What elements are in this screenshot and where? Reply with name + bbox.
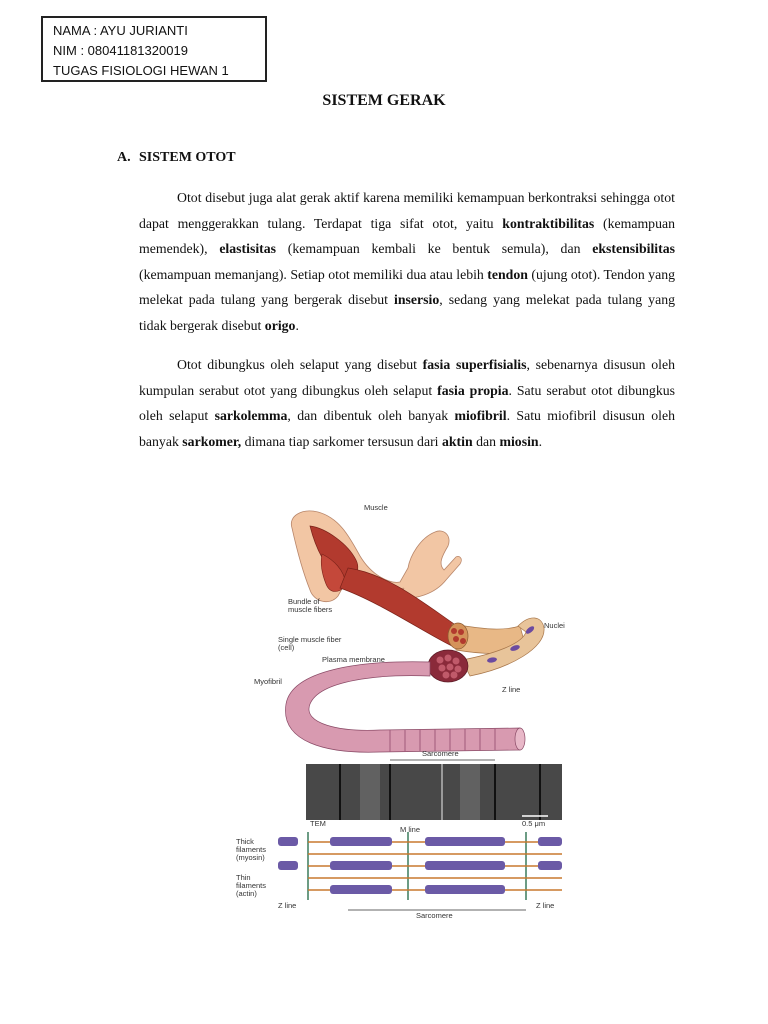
label-nuclei: Nuclei bbox=[544, 621, 565, 630]
text: (kemampuan memanjang). Setiap otot memiliki dua atau lebih bbox=[139, 266, 488, 282]
label-sarcomere: Sarcomere bbox=[422, 749, 459, 758]
label-single-fiber-1: Single muscle fiber bbox=[278, 635, 342, 644]
label-muscle: Muscle bbox=[364, 503, 388, 512]
text: dan bbox=[472, 433, 500, 449]
section-heading bbox=[117, 150, 236, 166]
section-label: SISTEM OTOT bbox=[139, 150, 236, 165]
label-scale: 0.5 μm bbox=[522, 819, 546, 828]
label-plasma-membrane: Plasma membrane bbox=[322, 655, 385, 664]
text: Otot disebut juga alat gerak aktif karena memiliki kemampuan berkontraksi sehingga otot dapat menggerakkan tulang. Terdapat tiga sifat otot, yaitu bbox=[139, 190, 675, 231]
myofibril bbox=[285, 662, 520, 752]
term-fasia-superfisialis: fasia superfisialis bbox=[422, 357, 527, 372]
task-name: TUGAS FISIOLOGI HEWAN 1 bbox=[53, 63, 229, 78]
section-number: A. bbox=[117, 150, 131, 165]
text: Otot dibungkus oleh selaput yang disebut bbox=[177, 357, 423, 372]
paragraph-2 bbox=[139, 352, 675, 454]
text: , dan dibentuk oleh banyak bbox=[287, 408, 455, 424]
term-origo: origo bbox=[264, 317, 296, 333]
term-miofibril: miofibril bbox=[454, 408, 507, 424]
label-z-line: Z line bbox=[502, 685, 521, 694]
term-kontraktibilitas: kontraktibilitas bbox=[502, 215, 595, 231]
label-single-fiber-2: (cell) bbox=[278, 643, 295, 652]
text: . bbox=[538, 433, 543, 449]
tem-micrograph bbox=[306, 764, 562, 820]
term-aktin: aktin bbox=[441, 433, 473, 449]
student-name: NAMA : AYU JURIANTI bbox=[53, 23, 188, 38]
label-z-line-right: Z line bbox=[536, 901, 555, 910]
text: , sebenarnya disusun oleh kumpulan serabut otot yang dibungkus oleh selaput bbox=[139, 357, 675, 398]
term-fasia-propia: fasia propia bbox=[437, 382, 509, 398]
label-myofibril: Myofibril bbox=[254, 677, 282, 686]
term-insersio: insersio bbox=[394, 292, 440, 308]
text: . Satu serabut otot dibungkus oleh selaput bbox=[139, 382, 675, 424]
text: . bbox=[295, 317, 299, 333]
label-thin-3: (actin) bbox=[236, 889, 257, 898]
text: . Satu miofibril disusun oleh banyak bbox=[139, 408, 676, 449]
text: (kemampuan memendek), bbox=[139, 215, 675, 257]
student-nim: NIM : 08041181320019 bbox=[53, 43, 188, 58]
muscle-structure-figure bbox=[230, 498, 580, 918]
text: (kemampuan kembali ke bentuk semula), dan bbox=[276, 241, 593, 257]
myofibril-cluster bbox=[428, 650, 468, 682]
label-m-line: M line bbox=[400, 825, 421, 834]
identity-box bbox=[41, 16, 267, 82]
term-tendon: tendon bbox=[487, 266, 528, 282]
term-miosin: miosin bbox=[499, 433, 539, 449]
term-ekstensibilitas: ekstensibilitas bbox=[592, 241, 675, 257]
page-title: SISTEM GERAK bbox=[322, 92, 446, 109]
label-bundle-2: muscle fibers bbox=[288, 605, 333, 614]
label-z-line-left: Z line bbox=[278, 901, 297, 910]
sarcomere-diagram bbox=[278, 832, 562, 900]
label-thick-2: filaments bbox=[236, 845, 267, 854]
label-sarcomere-bottom: Sarcomere bbox=[416, 911, 453, 918]
myofibril-end bbox=[515, 728, 525, 750]
text: (ujung otot). Tendon yang melekat pada tulang yang bergerak disebut bbox=[139, 266, 675, 308]
label-thick-1: Thick bbox=[236, 837, 254, 846]
paragraph-1 bbox=[139, 185, 675, 339]
text: , sedang yang melekat pada tulang yang tidak bergerak disebut bbox=[139, 292, 676, 333]
term-sarkolemma: sarkolemma bbox=[214, 408, 288, 424]
label-bundle-1: Bundle of bbox=[288, 597, 320, 606]
label-thin-1: Thin bbox=[236, 873, 251, 882]
label-tem: TEM bbox=[310, 819, 326, 828]
term-elastisitas: elastisitas bbox=[219, 241, 277, 257]
label-thin-2: filaments bbox=[236, 881, 267, 890]
text: dimana tiap sarkomer tersusun dari bbox=[241, 433, 442, 449]
term-sarkomer: sarkomer, bbox=[182, 433, 242, 449]
label-thick-3: (myosin) bbox=[236, 853, 265, 862]
